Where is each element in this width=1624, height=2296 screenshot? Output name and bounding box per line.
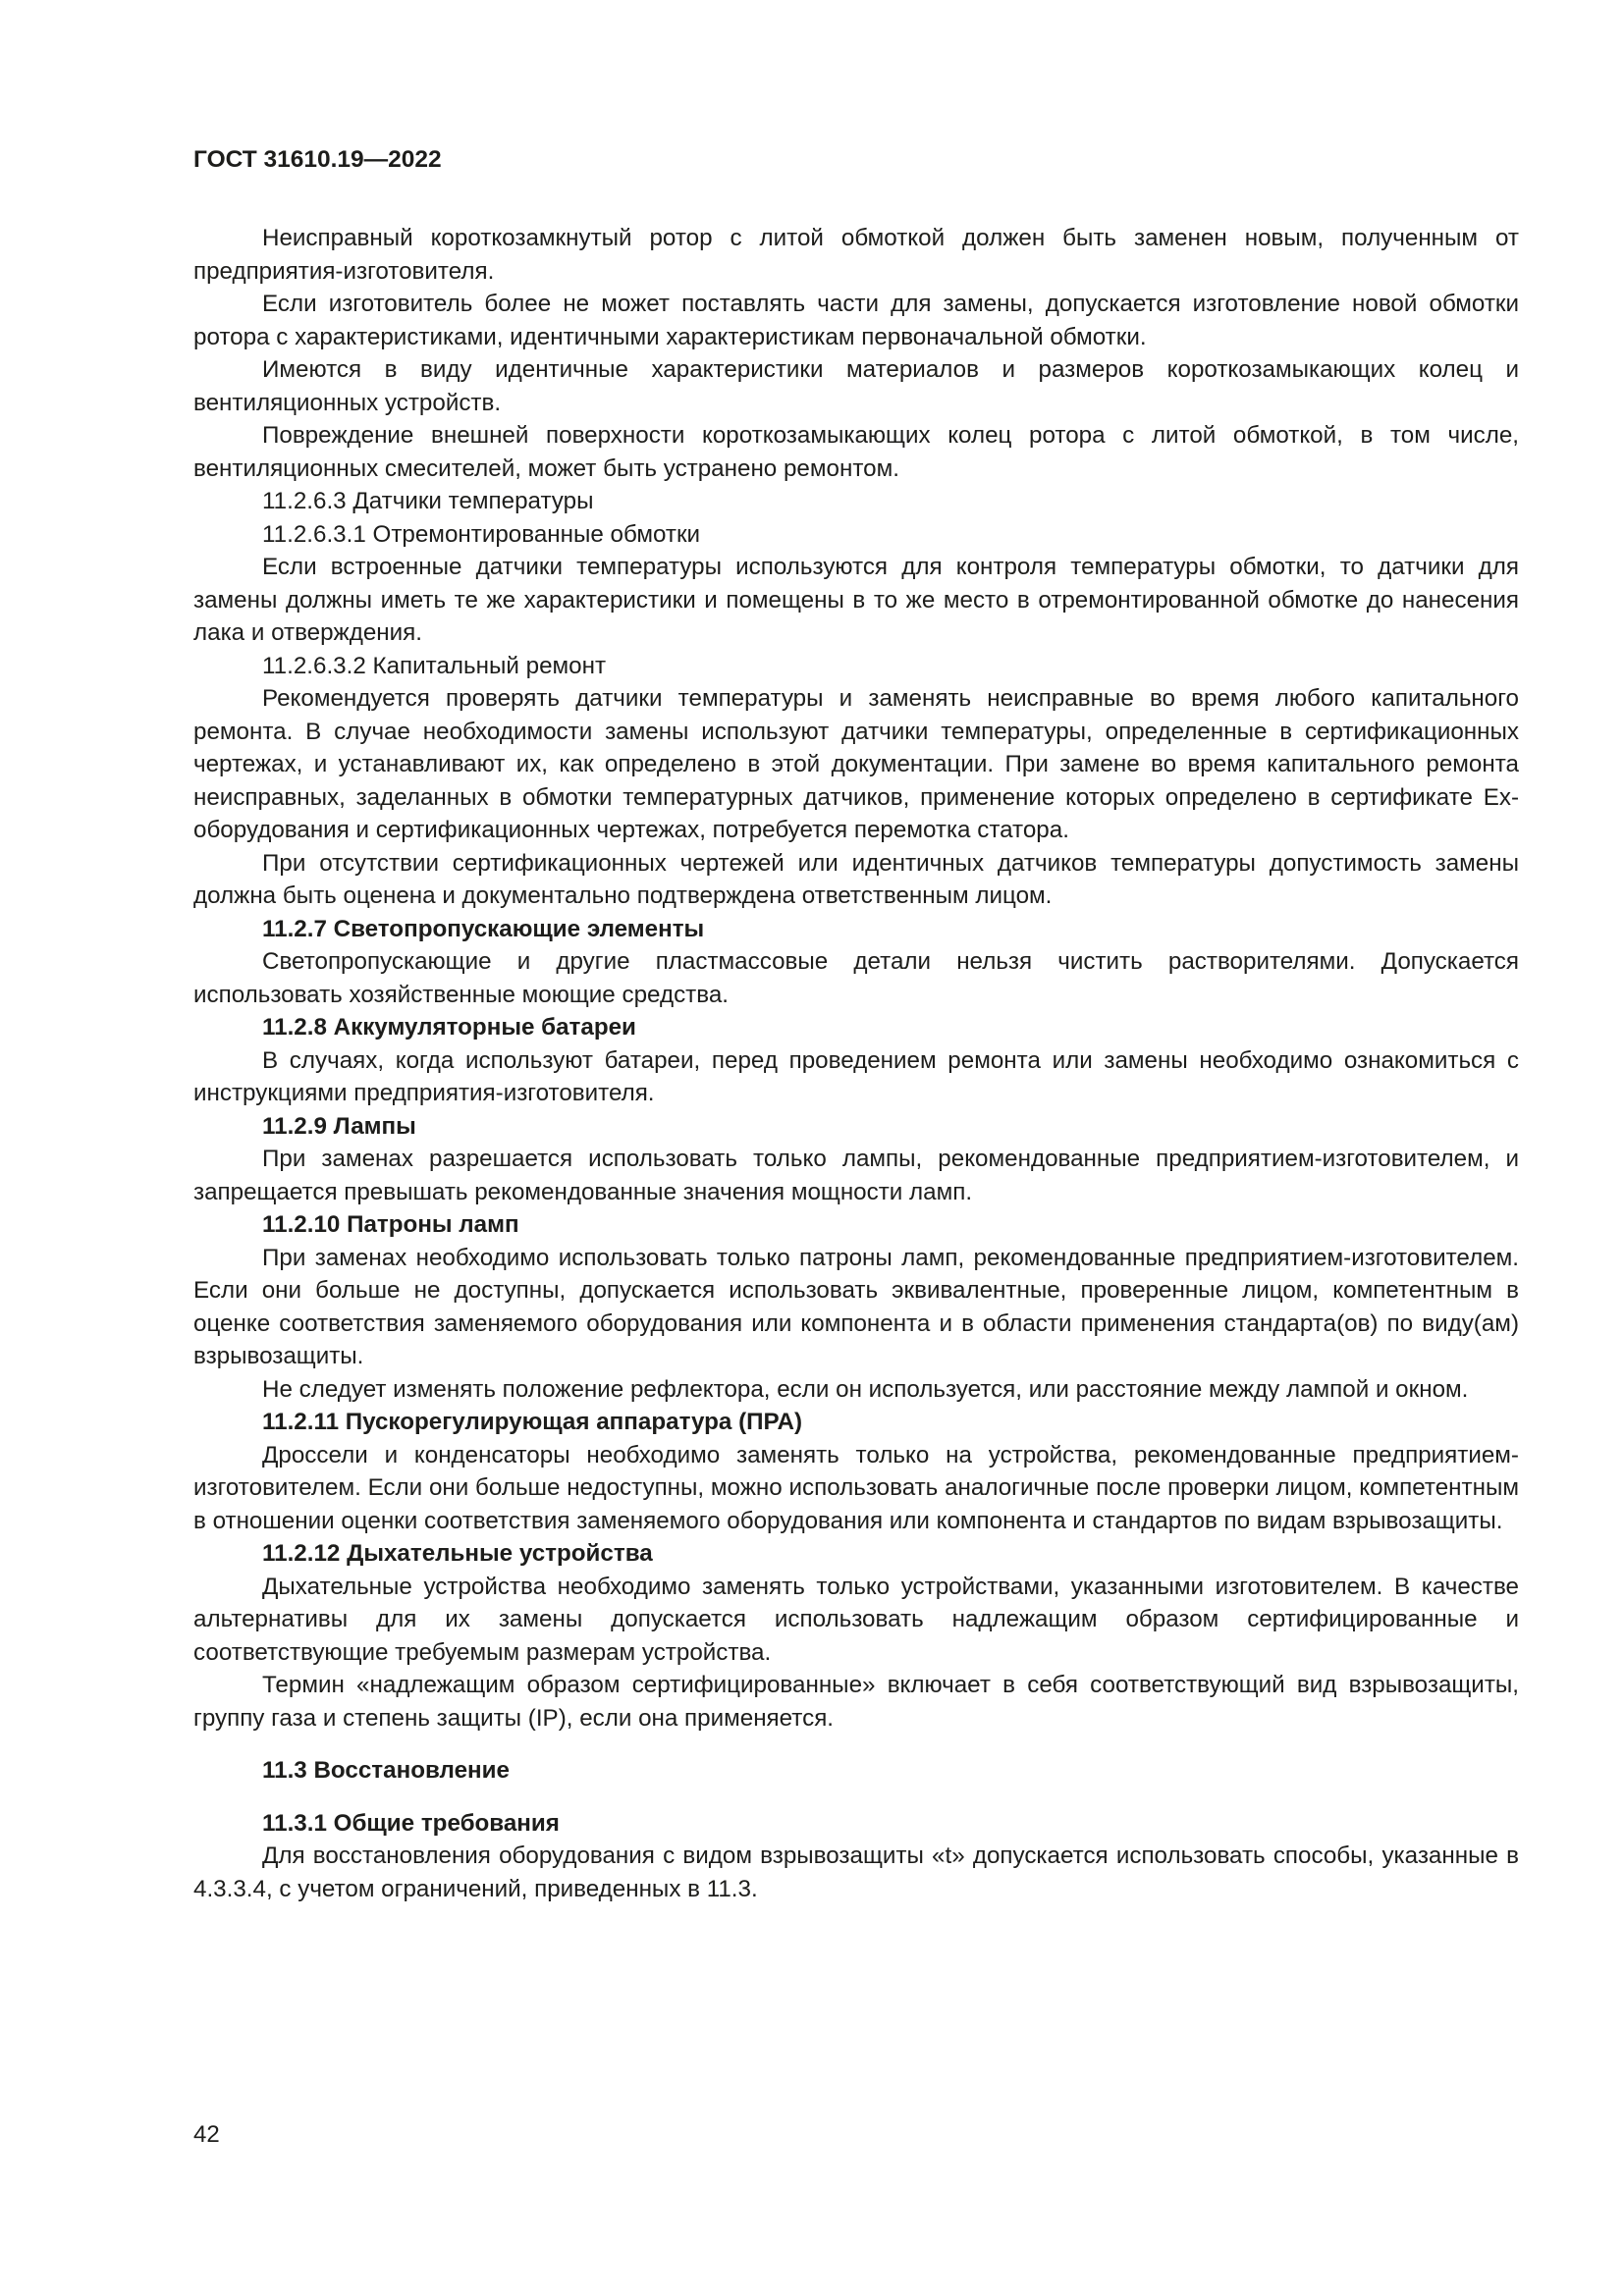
- section-heading: 11.2.12 Дыхательные устройства: [262, 1540, 653, 1567]
- paragraph: При заменах необходимо использовать только патроны ламп, рекомендованные предприятием-изготовителем. Если они больше не доступны, допускается использовать эквивалентные, проверенные лицом, компетентным в оценке соответствия заменяемого оборудования или компонента и в области применения стандарта(ов) по виду(ам) взрывозащиты.: [193, 1244, 1519, 1369]
- paragraph: Повреждение внешней поверхности короткозамыкающих колец ротора с литой обмоткой, в том числе, вентиляционных смесителей, может быть устранено ремонтом.: [193, 422, 1519, 482]
- section-heading: 11.2.7 Светопропускающие элементы: [262, 915, 705, 942]
- subsection-title: 11.2.6.3 Датчики температуры: [262, 488, 594, 514]
- paragraph: Термин «надлежащим образом сертифицированные» включает в себя соответствующий вид взрывозащиты, группу газа и степень защиты (IP), если она применяется.: [193, 1672, 1519, 1732]
- paragraph: Если изготовитель более не может поставлять части для замены, допускается изготовление новой обмотки ротора с характеристиками, идентичными характеристикам первоначальной обмотки.: [193, 291, 1519, 350]
- paragraph: Светопропускающие и другие пластмассовые детали нельзя чистить растворителями. Допускается использовать хозяйственные моющие средства.: [193, 948, 1519, 1008]
- document-page: [193, 145, 1519, 1905]
- section-heading: 11.2.10 Патроны ламп: [262, 1211, 519, 1238]
- paragraph: Если встроенные датчики температуры используются для контроля температуры обмотки, то датчики для замены должны иметь те же характеристики и помещены в то же место в отремонтированной обмотке до нанесения лака и отверждения.: [193, 554, 1519, 646]
- paragraph: Дроссели и конденсаторы необходимо заменять только на устройства, рекомендованные предприятием-изготовителем. Если они больше недоступны, можно использовать аналогичные после проверки лицом, компетентным в отношении оценки соответствия заменяемого оборудования или компонента и стандартов по видам взрывозащиты.: [193, 1441, 1519, 1534]
- paragraph: При отсутствии сертификационных чертежей или идентичных датчиков температуры допустимость замены должна быть оценена и документально подтверждена ответственным лицом.: [193, 849, 1519, 909]
- section-heading: 11.2.9 Лампы: [262, 1112, 416, 1140]
- standard-designation: ГОСТ 31610.19—2022: [193, 146, 442, 173]
- paragraph: Для восстановления оборудования с видом взрывозащиты «t» допускается использовать способы, указанные в 4.3.3.4, с учетом ограничений, приведенных в 11.3.: [193, 1842, 1519, 1902]
- paragraph: Не следует изменять положение рефлектора, если он используется, или расстояние между лампой и окном.: [262, 1375, 1469, 1403]
- section-heading: 11.2.11 Пускорегулирующая аппаратура (ПРА): [262, 1409, 803, 1435]
- page-number: 42: [193, 2121, 220, 2148]
- section-heading: 11.3 Восстановление: [262, 1757, 510, 1784]
- section-heading: 11.2.8 Аккумуляторные батареи: [262, 1014, 636, 1041]
- paragraph: При заменах разрешается использовать только лампы, рекомендованные предприятием-изготовителем, и запрещается превышать рекомендованные значения мощности ламп.: [193, 1146, 1519, 1205]
- section-heading: 11.3.1 Общие требования: [262, 1809, 560, 1837]
- subsection-title: 11.2.6.3.1 Отремонтированные обмотки: [262, 520, 701, 548]
- paragraph: В случаях, когда используют батареи, перед проведением ремонта или замены необходимо ознакомиться с инструкциями предприятия-изготовителя.: [193, 1046, 1519, 1106]
- subsection-title: 11.2.6.3.2 Капитальный ремонт: [262, 652, 607, 679]
- body-text: [193, 222, 1519, 1905]
- paragraph: Рекомендуется проверять датчики температуры и заменять неисправные во время любого капитального ремонта. В случае необходимости замены используют датчики температуры, определенные в сертификационных чертежах, и устанавливают их, как определено в этой документации. При замене во время капитального ремонта неисправных, заделанных в обмотки температурных датчиков, применение которых определено в сертификате Ex-оборудования и сертификационных чертежах, потребуется перемотка статора.: [193, 685, 1519, 843]
- paragraph: Дыхательные устройства необходимо заменять только устройствами, указанными изготовителем. В качестве альтернативы для их замены допускается использовать надлежащим образом сертифицированные и соответствующие требуемым размерам устройства.: [193, 1573, 1519, 1666]
- paragraph: Неисправный короткозамкнутый ротор с литой обмоткой должен быть заменен новым, полученным от предприятия-изготовителя.: [193, 225, 1519, 285]
- paragraph: Имеются в виду идентичные характеристики материалов и размеров короткозамыкающих колец и вентиляционных устройств.: [193, 356, 1519, 416]
